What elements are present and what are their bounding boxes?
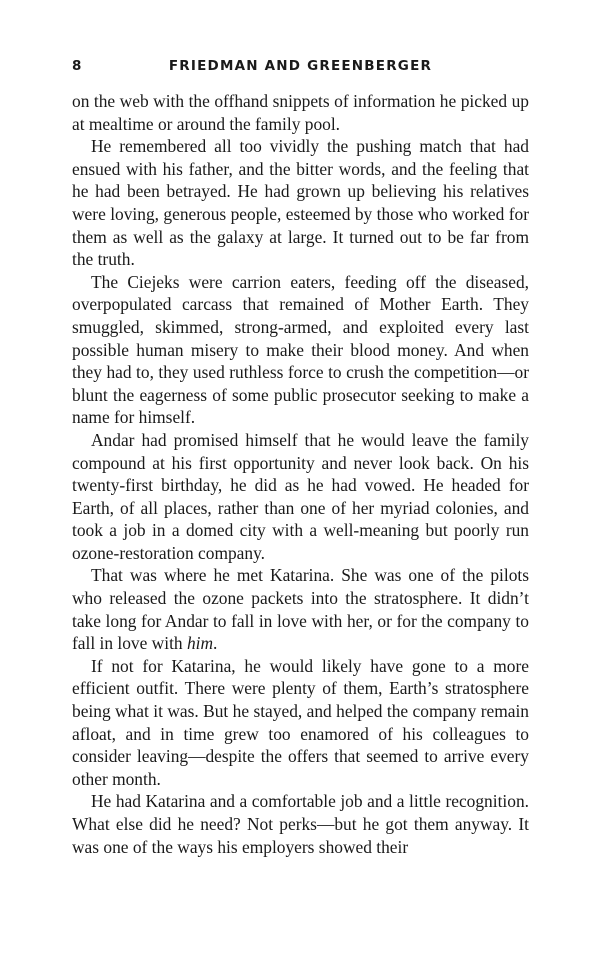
page-header [72, 58, 529, 78]
page-number: 8 [72, 58, 83, 74]
paragraph: Andar had promised himself that he would leave the family compound at his first opportunity and never look back. On his twenty-first birthday, he did as he had vowed. He headed for Earth, of all places, rather than one of her myriad colonies, and took a job in a domed city with a well-meaning but poorly run ozone-restoration company. [72, 429, 529, 563]
paragraph: If not for Katarina, he would likely have gone to a more efficient outfit. There were plenty of them, Earth’s stratosphere being what it was. But he stayed, and helped the company remain afloat, and in time grew too enamored of his colleagues to consider leaving—despite the offers that seemed to arrive every other month. [72, 655, 529, 789]
paragraph-continued: on the web with the offhand snippets of information he picked up at mealtime or around the family pool. [72, 91, 529, 134]
paragraph: He remembered all too vividly the pushing match that had ensued with his father, and the bitter words, and the feeling that he had been betrayed. He had grown up believing his relatives were loving, generous people, esteemed by those who worked for them as well as the galaxy at large. It turned out to be far from the truth. [72, 136, 529, 270]
paragraph: The Ciejeks were carrion eaters, feeding off the diseased, overpopulated carcass that remained of Mother Earth. They smuggled, skimmed, strong-armed, and exploited every last possible human misery to make their blood money. And when they had to, they used ruthless force to crush the competition—or blunt the eagerness of some public prosecutor seeking to make a name for himself. [72, 271, 529, 428]
body-text [72, 90, 529, 858]
paragraph-text: That was where he met Katarina. She was one of the pilots who released the ozone packets into the stratosphere. It didn’t take long for Andar to fall in love with her, or for the company to fall in love with [72, 565, 529, 654]
paragraph [72, 564, 529, 654]
paragraph: He had Katarina and a comfortable job and a little recognition. What else did he need? Not perks—but he got them anyway. It was one of the ways his employers showed their [72, 791, 529, 857]
running-head: FRIEDMAN AND GREENBERGER [168, 58, 433, 74]
paragraph-text-end: . [213, 633, 218, 654]
emphasis-text: him [186, 633, 214, 654]
